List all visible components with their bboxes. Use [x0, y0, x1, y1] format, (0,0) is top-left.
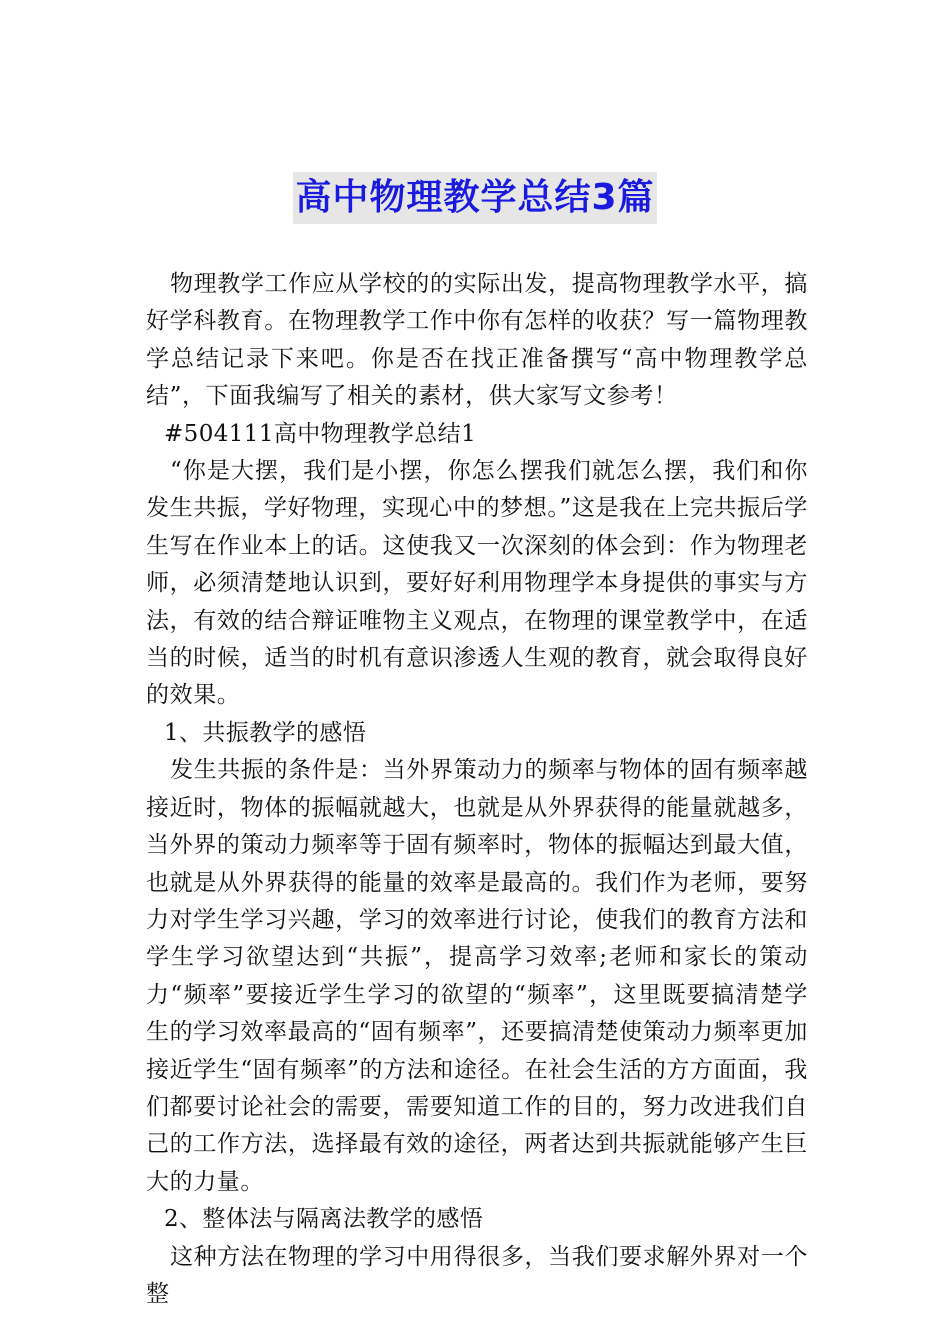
document-title: 高中物理教学总结3篇	[293, 172, 656, 224]
intro-paragraph: 物理教学工作应从学校的的实际出发，提高物理教学水平，搞好学科教育。在物理教学工作中你有怎样的收获？写一篇物理教学总结记录下来吧。你是否在找正准备撰写“高中物理教学总结”，下面我编写了相关的素材，供大家写文参考！	[146, 271, 808, 410]
resonance-paragraph: 发生共振的条件是：当外界策动力的频率与物体的固有频率越接近时，物体的振幅就越大，也就是从外界获得的能量就越多，当外界的策动力频率等于固有频率时，物体的振幅达到最大值，也就是从外界获得的能量的效率是最高的。我们作为老师，要努力对学生学习兴趣，学习的效率进行讨论，使我们的教育方法和学生学习欲望达到“共振”，提高学习效率;老师和家长的策动力“频率”要接近学生学习的欲望的“频率”，这里既要搞清楚学生的学习效率最高的“固有频率”，还要搞清楚使策动力频率更加接近学生“固有频率”的方法和途径。在社会生活的方方面面，我们都要讨论社会的需要，需要知道工作的目的，努力改进我们自己的工作方法，选择最有效的途径，两者达到共振就能够产生巨大的力量。	[146, 757, 808, 1195]
method-paragraph: 这种方法在物理的学习中用得很多，当我们要求解外界对一个整	[146, 1243, 808, 1307]
subheading-whole-isolation: 2、整体法与隔离法教学的感悟	[164, 1206, 484, 1233]
quote-paragraph: “你是大摆，我们是小摆，你怎么摆我们就怎么摆，我们和你发生共振，学好物理，实现心中的梦想。”这是我在上完共振后学生写在作业本上的话。这使我又一次深刻的体会到：作为物理老师，必须清楚地认识到，要好好利用物理学本身提供的事实与方法，有效的结合辩证唯物主义观点，在物理的课堂教学中，在适当的时候，适当的时机有意识渗透人生观的教育，就会取得良好的效果。	[146, 458, 808, 709]
subheading-resonance: 1、共振教学的感悟	[164, 719, 367, 746]
document-body	[146, 266, 808, 1313]
title-container	[0, 172, 950, 224]
section-heading-1: #504111高中物理教学总结1	[164, 420, 477, 447]
